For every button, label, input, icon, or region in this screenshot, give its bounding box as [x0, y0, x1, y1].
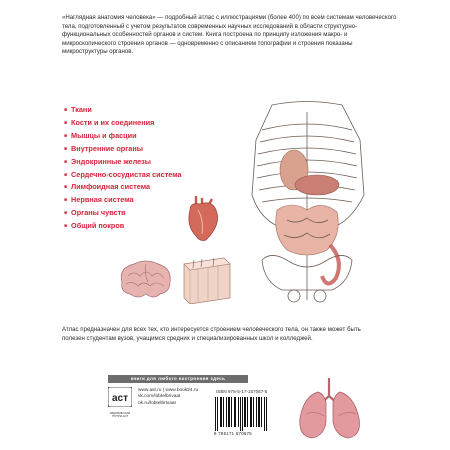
svg-text:аст: аст — [111, 393, 129, 404]
section-item: ■ Нервная система — [64, 194, 182, 207]
barcode — [213, 397, 269, 431]
publisher-links — [138, 388, 198, 407]
section-item: ■ Лимфоидная система — [64, 181, 182, 194]
section-item: ■ Внутренние органы — [64, 143, 182, 156]
lungs-illustration — [296, 378, 366, 440]
barcode-digits: 9 785171 570675 — [214, 431, 252, 436]
isbn-label: ISBN 978-5-17-157067-5 — [216, 389, 268, 394]
audience-paragraph: Атлас предназначен для всех тех, кто интересуется строением человеческого тела, он также может быть полезен студентам вузов, учащимся средних и специализированных школ и колледжей. — [62, 326, 361, 342]
section-item: ■ Ткани — [64, 104, 182, 117]
skin-illustration — [178, 256, 234, 304]
brain-illustration — [116, 258, 174, 302]
section-item: ■ Органы чувств — [64, 207, 182, 220]
heart-illustration — [182, 196, 224, 244]
section-item: ■ Общий покров — [64, 220, 182, 233]
section-item: ■ Мышцы и фасции — [64, 130, 182, 143]
ast-logo-icon — [108, 387, 132, 407]
section-item: ■ Сердечно-сосудистая система — [64, 169, 182, 182]
vk-link[interactable]: vk.com/lobtelbrivaat — [138, 394, 181, 400]
torso-illustration — [232, 100, 382, 305]
section-item: ■ Эндокринные железы — [64, 156, 182, 169]
ok-link[interactable]: ok.ru/lobtelbrivaat — [138, 400, 176, 406]
publisher-logo — [108, 387, 132, 418]
intro-paragraph: «Наглядная анатомия человека» — подробный атлас с иллюстрациями (более 400) по всем системам человеческого тела, подготовленный с учетом результатов современных научных исследований в области структурно-функциональных особенностей органов и систем. Книга построена по принципу изложения макро- и микроскопического строения органов — одновременно с описанием топографии и строения показаны микроструктуры органов. — [62, 14, 397, 56]
section-list — [64, 104, 182, 233]
section-item: ■ Кости и их соединения — [64, 117, 182, 130]
website-link[interactable]: www.ast.ru | www.book24.ru — [138, 388, 199, 393]
footer-slogan-band: книги для любого настроения здесь — [108, 375, 248, 383]
logo-caption: ИЗДАТЕЛЬСКАЯ ГРУППА АСТ — [109, 412, 131, 418]
